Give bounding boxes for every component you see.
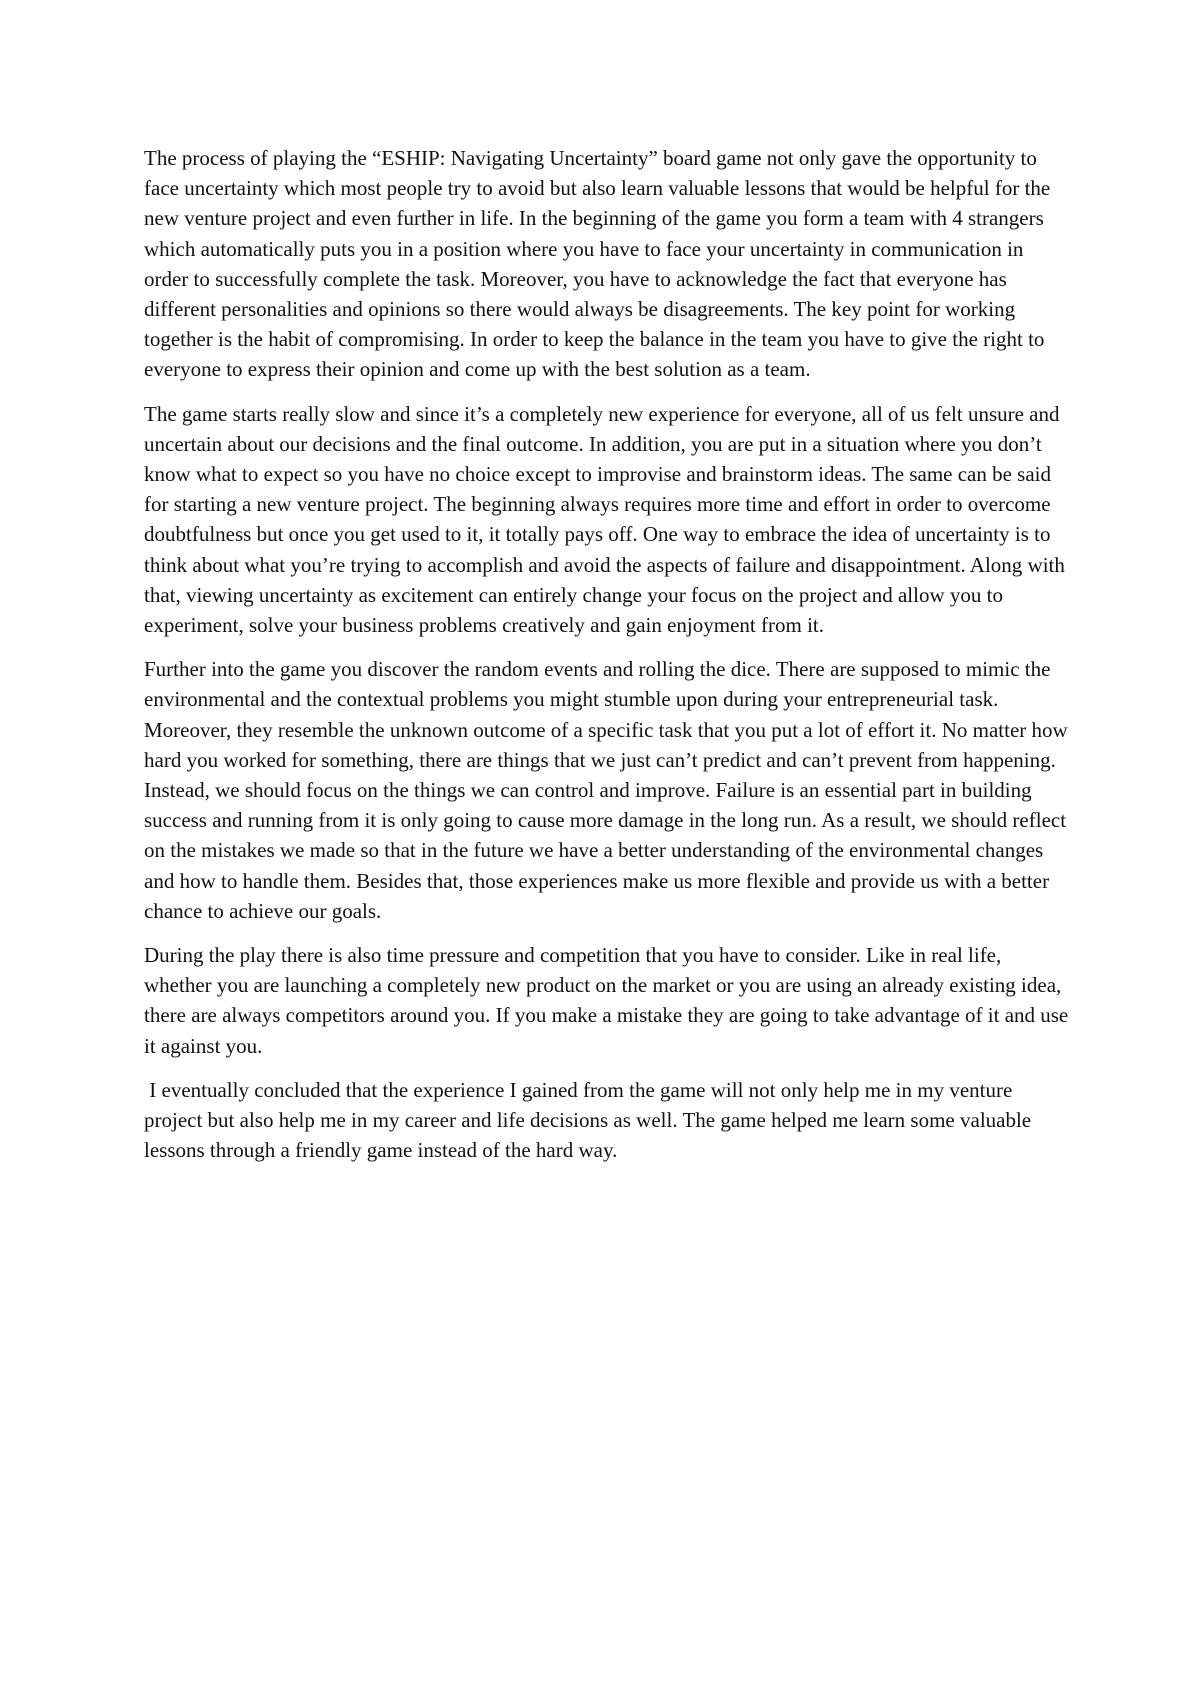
document-body (144, 143, 1070, 1166)
paragraph-3: Further into the game you discover the random events and rolling the dice. There are supposed to mimic the environmental and the contextual problems you might stumble upon during your entrepreneurial task. Moreover, they resemble the unknown outcome of a specific task that you put a lot of effort it. No matter how hard you worked for something, there are things that we just can’t predict and can’t prevent from happening. Instead, we should focus on the things we can control and improve. Failure is an essential part in building success and running from it is only going to cause more damage in the long run. As a result, we should reflect on the mistakes we made so that in the future we have a better understanding of the environmental changes and how to handle them. Besides that, those experiences make us more flexible and provide us with a better chance to achieve our goals. (144, 657, 1068, 923)
paragraph-4: During the play there is also time pressure and competition that you have to consider. Like in real life, whether you are launching a completely new product on the market or you are using an already existing idea, there are always competitors around you. If you make a mistake they are going to take advantage of it and use it against you. (144, 943, 1069, 1058)
paragraph-1: The process of playing the “ESHIP: Navigating Uncertainty” board game not only gave the opportunity to face uncertainty which most people try to avoid but also learn valuable lessons that would be helpful for the new venture project and even further in life. In the beginning of the game you form a team with 4 strangers which automatically puts you in a position where you have to face your uncertainty in communication in order to successfully complete the task. Moreover, you have to acknowledge the fact that everyone has different personalities and opinions so there would always be disagreements. The key point for working together is the habit of compromising. In order to keep the balance in the team you have to give the right to everyone to express their opinion and come up with the best solution as a team. (144, 146, 1051, 382)
paragraph-2: The game starts really slow and since it’s a completely new experience for everyone, all of us felt unsure and uncertain about our decisions and the final outcome. In addition, you are put in a situation where you don’t know what to expect so you have no choice except to improvise and brainstorm ideas. The same can be said for starting a new venture project. The beginning always requires more time and effort in order to overcome doubtfulness but once you get used to it, it totally pays off. One way to embrace the idea of uncertainty is to think about what you’re trying to accomplish and avoid the aspects of failure and disappointment. Along with that, viewing uncertainty as excitement can entirely change your focus on the project and allow you to experiment, solve your business problems creatively and gain enjoyment from it. (144, 401, 1065, 638)
paragraph-5: I eventually concluded that the experience I gained from the game will not only help me in my venture project but also help me in my career and life decisions as well. The game helped me learn some valuable lessons through a friendly game instead of the hard way. (144, 1077, 1037, 1163)
